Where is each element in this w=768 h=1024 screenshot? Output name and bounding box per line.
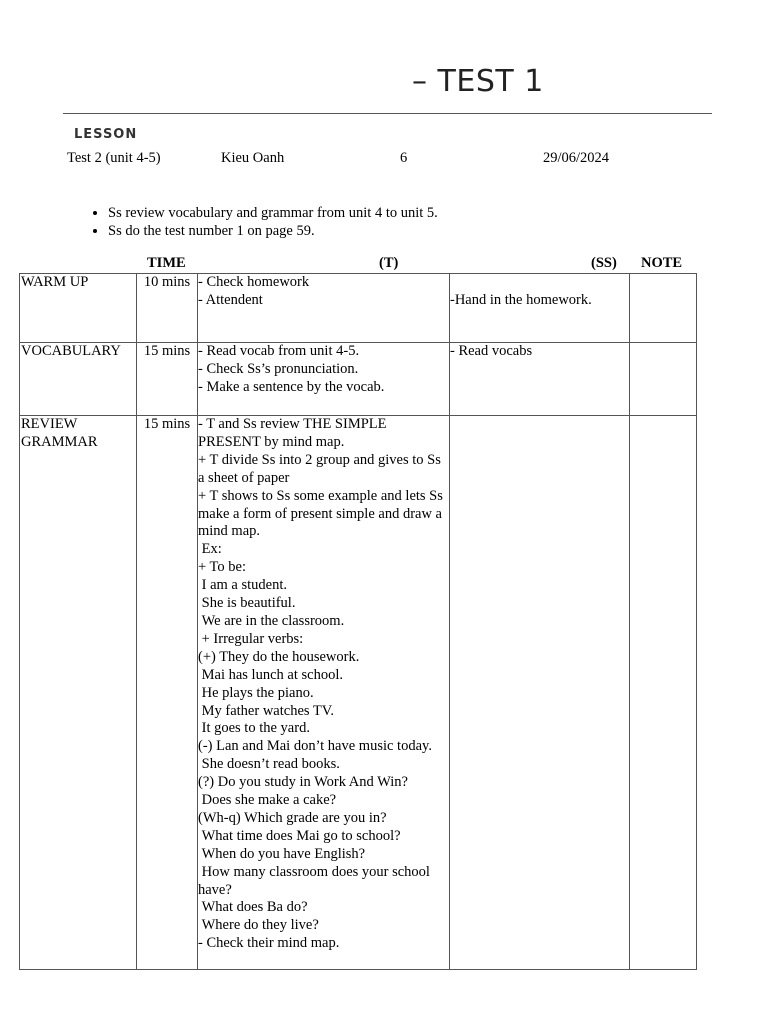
time-cell: 15 mins bbox=[137, 416, 198, 970]
teacher-activity-line: - Read vocab from unit 4-5. bbox=[198, 343, 360, 359]
teacher-activity-line: When do you have English? bbox=[198, 845, 366, 862]
teacher-activity-cell bbox=[198, 343, 450, 416]
teacher-activity-line: + To be: bbox=[198, 559, 246, 576]
table-row bbox=[20, 416, 697, 970]
header-students: (SS) bbox=[591, 255, 617, 271]
teacher-activity-line: - Check homework bbox=[198, 274, 310, 290]
table-row bbox=[20, 343, 697, 416]
note-cell bbox=[630, 416, 697, 970]
lesson-date: 29/06/2024 bbox=[543, 150, 610, 166]
teacher-activity-line: We are in the classroom. bbox=[198, 612, 345, 629]
teacher-activity-line: + T divide Ss into 2 group and gives to Ss a sheet of paper bbox=[198, 451, 445, 486]
objective-item: • Ss review vocabulary and grammar from unit 4 to unit 5. bbox=[108, 205, 438, 223]
header-note: NOTE bbox=[641, 255, 683, 271]
teacher-activity-line: (Wh-q) Which grade are you in? bbox=[198, 809, 387, 826]
grade: 6 bbox=[400, 150, 408, 166]
teacher-activity-line: She doesn’t read books. bbox=[198, 756, 340, 773]
student-activity-line bbox=[450, 274, 629, 292]
lesson-plan-table bbox=[19, 273, 697, 970]
lesson-name: Test 2 (unit 4-5) bbox=[67, 150, 161, 166]
document-title: – TEST 1 bbox=[412, 64, 544, 99]
time-cell: 10 mins bbox=[137, 274, 198, 343]
teacher-activity-line: - Attendent bbox=[198, 291, 263, 308]
stage-cell: REVIEW GRAMMAR bbox=[20, 416, 137, 970]
table-row bbox=[20, 274, 697, 343]
student-activity-cell bbox=[450, 416, 630, 970]
teacher-activity-line: How many classroom does your school have? bbox=[198, 863, 434, 898]
note-cell bbox=[630, 274, 697, 343]
objectives-list bbox=[88, 205, 438, 240]
header-time: TIME bbox=[147, 255, 186, 271]
teacher-activity-line: My father watches TV. bbox=[198, 702, 334, 719]
teacher-activity-line: + Irregular verbs: bbox=[198, 630, 304, 647]
student-activity-cell bbox=[450, 343, 630, 416]
teacher-activity-line: - Make a sentence by the vocab. bbox=[198, 378, 385, 395]
teacher-name: Kieu Oanh bbox=[221, 150, 285, 166]
teacher-activity-line: What does Ba do? bbox=[198, 899, 308, 916]
teacher-activity-line: I am a student. bbox=[198, 577, 287, 594]
teacher-activity-line: - Check their mind map. bbox=[198, 935, 340, 952]
lesson-label: LESSON bbox=[74, 127, 138, 142]
teacher-activity-line: Does she make a cake? bbox=[198, 792, 337, 809]
teacher-activity-line: (?) Do you study in Work And Win? bbox=[198, 774, 408, 791]
teacher-activity-line: It goes to the yard. bbox=[198, 720, 310, 737]
header-teacher: (T) bbox=[379, 255, 399, 271]
teacher-activity-line: - Check Ss’s pronunciation. bbox=[198, 360, 359, 377]
teacher-activity-line: Ex: bbox=[198, 541, 222, 558]
teacher-activity-line: - T and Ss review THE SIMPLE PRESENT by mind map. bbox=[198, 416, 391, 450]
time-cell: 15 mins bbox=[137, 343, 198, 416]
teacher-activity-line: What time does Mai go to school? bbox=[198, 827, 401, 844]
stage-cell: VOCABULARY bbox=[20, 343, 137, 416]
stage-cell: WARM UP bbox=[20, 274, 137, 343]
teacher-activity-line: He plays the piano. bbox=[198, 684, 314, 701]
teacher-activity-line: Mai has lunch at school. bbox=[198, 666, 343, 683]
student-activity-line: - Read vocabs bbox=[450, 343, 533, 359]
student-activity-cell bbox=[450, 274, 630, 343]
teacher-activity-line: + T shows to Ss some example and lets Ss make a form of present simple and draw a mind map. bbox=[198, 487, 447, 540]
teacher-activity-line: (-) Lan and Mai don’t have music today. bbox=[198, 738, 432, 755]
teacher-activity-cell bbox=[198, 416, 450, 970]
student-activity-line: -Hand in the homework. bbox=[450, 291, 592, 308]
teacher-activity-cell bbox=[198, 274, 450, 343]
title-divider bbox=[63, 113, 712, 114]
teacher-activity-line: She is beautiful. bbox=[198, 595, 296, 612]
note-cell bbox=[630, 343, 697, 416]
teacher-activity-line: Where do they live? bbox=[198, 917, 319, 934]
objective-item: • Ss do the test number 1 on page 59. bbox=[108, 223, 438, 241]
teacher-activity-line: (+) They do the housework. bbox=[198, 648, 360, 665]
